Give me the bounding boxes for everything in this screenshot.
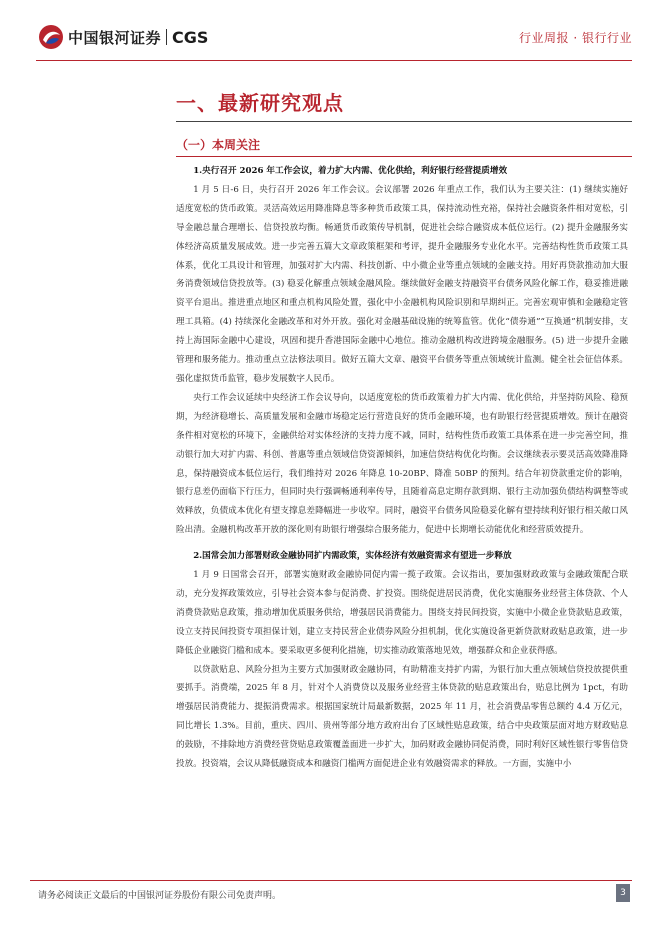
section-divider xyxy=(176,121,632,122)
subsection-title: （一）本周关注 xyxy=(176,138,261,152)
article-body xyxy=(176,162,628,774)
section-title: 一、最新研究观点 xyxy=(176,91,344,115)
page-header xyxy=(0,0,662,70)
company-logo xyxy=(38,24,208,50)
paragraph-gap xyxy=(176,540,628,547)
header-divider xyxy=(36,60,632,61)
body-paragraph: 1 月 9 日国常会召开，部署实施财政金融协同促内需一揽子政策。会议指出，要加强财政政策与金融政策配合联动，充分发挥政策效应，引导社会资本参与促消费、扩投资。围绕促进居民消费，优化实施服务业经营主体贷款、个人消费贷款贴息政策，推动增加优质服务供给，增强居民消费能力。围绕支持民间投资，实施中小微企业贷款贴息政策，设立支持民间投资专项担保计划，建立支持民营企业债券风险分担机制，优化实施设备更新贷款财政贴息政策，进一步降低企业融资门槛和成本。要采取更多便利化措施，切实推动政策落地见效，增强群众和企业获得感。 xyxy=(176,570,628,656)
body-paragraph: 以贷款贴息、风险分担为主要方式加强财政金融协同，有助精准支持扩内需，为银行加大重点领域信贷投放提供重要抓手。消费端，2025 年 8 月，针对个人消费贷以及服务业经营主体贷款的贴息政策出台，贴息比例为 1pct，有助增强居民消费能力、提振消费需求。根据国家统计局最新数据，2025 年 11 月，社会消费品零售总额约 4.4 万亿元，同比增长 1.3%。目前，重庆、四川、贵州等部分地方政府出台了区域性贴息政策，结合中央政策层面对地方财政贴息的鼓励，不排除地方消费经营贷贴息政策覆盖面进一步扩大，加码财政金融协同促消费，同时利好区域性银行零售信贷投放。投资端，会议从降低融资成本和融资门槛两方面促进企业有效融资需求的释放。一方面，实施中小 xyxy=(176,664,628,770)
disclaimer-text: 请务必阅读正文最后的中国银河证券股份有限公司免责声明。 xyxy=(38,891,282,901)
topic-heading: 1.央行召开 2026 年工作会议，着力扩大内需、优化供给，利好银行经营提质增效 xyxy=(193,166,508,176)
logo-english-name: CGS xyxy=(172,27,209,47)
logo-chinese-name: 中国银河证券 xyxy=(68,28,162,47)
report-type-label: 行业周报 · 银行行业 xyxy=(519,31,632,45)
body-paragraph: 1 月 5 日-6 日，央行召开 2026 年工作会议。会议部署 2026 年重点工作，我们认为主要关注：(1) 继续实施好适度宽松的货币政策。灵活高效运用降准降息等多种货币政策工具，保持流动性充裕，保持社会融资条件相对宽松，引导金融总量合理增长、信贷投放均衡。畅通货币政策传导机制，促进社会综合融资成本低位运行。(2) 提升金融服务实体经济高质量发展成效。进一步完善五篇大文章政策框架和考评，提升金融服务专业化水平。完善结构性货币政策工具体系，优化工具设计和管理，加强对扩大内需、科技创新、中小微企业等重点领域的金融支持。用好再贷款推动加大服务消费领域信贷投放等。(3) 稳妥化解重点领域金融风险。继续做好金融支持融资平台债务风险化解工作，稳妥推进融资平台退出。推进重点地区和重点机构风险处置，强化中小金融机构风险识别和早期纠正。完善宏观审慎和金融稳定管理工具箱。(4) 持续深化金融改革和对外开放。强化对金融基础设施的统筹监管。优化“债券通”“互换通”机制安排，支持上海国际金融中心建设，巩固和提升香港国际金融中心地位。推动金融机构改进跨境金融服务。(5) 进一步提升金融管理和服务能力。推动重点立法修法项目。做好五篇大文章、融资平台债务等重点领域统计监测。健全社会征信体系。强化虚拟货币监管，稳步发展数字人民币。 xyxy=(176,184,628,384)
cgs-logo-icon xyxy=(38,24,64,50)
topic-heading: 2.国常会加力部署财政金融协同扩内需政策，实体经济有效融资需求有望进一步释放 xyxy=(193,551,512,562)
logo-divider xyxy=(166,29,167,45)
page-number: 3 xyxy=(616,884,630,902)
footer-divider xyxy=(30,880,632,881)
subsection-divider xyxy=(176,156,632,157)
body-paragraph: 央行工作会议延续中央经济工作会议导向，以适度宽松的货币政策着力扩大内需、优化供给，并坚持防风险、稳预期，为经济稳增长、高质量发展和金融市场稳定运行营造良好的货币金融环境，也有助银行经营提质增效。预计在融资条件相对宽松的环境下，金融供给对实体经济的支持力度不减，同时，结构性货币政策工具体系在进一步完善空间，推动银行加大对扩内需、科创、普惠等重点领域信贷资源倾斜，加速信贷结构优化均衡。会议继续表示要灵活高效降准降息，保持融资成本低位运行，我们维持对 2026 年降息 10-20BP、降准 50BP 的预判。结合年初贷款重定价的影响，银行息差仍面临下行压力，但同时央行强调畅通利率传导，且随着高息定期存款到期、银行主动加强负债结构调整等或效释放，负债成本优化有望支撑息差降幅进一步收窄。同时，融资平台债务风险稳妥化解有望持续利好银行相关敞口风险出清。金融机构改革开放的深化则有助银行增强综合服务能力，促进中长期增长动能优化和经营质效提升。 xyxy=(176,392,628,536)
